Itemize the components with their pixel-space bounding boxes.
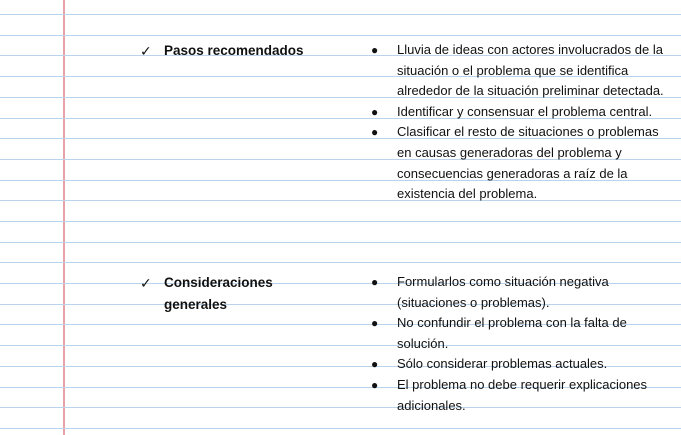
section-heading-label: Pasos recomendados [164,43,304,58]
ruled-line [0,35,681,36]
ruled-line [0,262,681,263]
margin-line [63,0,65,435]
bullet-dot-icon: ● [371,43,379,57]
ruled-line [0,221,681,222]
bullet-dot-icon: ● [371,377,379,392]
bullet-list [371,272,671,416]
list-item: ● Formularlos como situación negativa (situaciones o problemas). [371,274,609,310]
section-heading [140,272,294,316]
bullet-dot-icon: ● [371,357,379,372]
list-item: ● Lluvia de ideas con actores involucrados de la situación o el problema que se identifica alrededor de la situación preliminar detectada. [371,42,664,99]
list-item: ● No confundir el problema con la falta de solución. [371,315,627,351]
check-mark-icon: ✓ [140,275,152,291]
list-item: ● Identificar y consensuar el problema central. [371,102,671,123]
list-item: ● Clasificar el resto de situaciones o problemas en causas generadoras del problema y consecuencias generadoras a raíz de la existencia del problema. [371,124,659,202]
ruled-line [0,242,681,243]
ruled-line [0,14,681,15]
list-item: ● El problema no debe requerir explicaciones adicionales. [371,376,648,413]
ruled-line [0,428,681,429]
bullet-dot-icon: ● [371,275,379,289]
section-heading-label: Consideraciones generales [164,275,273,312]
list-item: ● Sólo considerar problemas actuales. [371,354,671,375]
bullet-dot-icon: ● [371,316,379,331]
bullet-list [371,40,671,205]
bullet-dot-icon: ● [371,125,379,140]
check-mark-icon: ✓ [140,43,152,59]
bullet-dot-icon: ● [371,104,379,119]
section-heading [140,40,304,62]
